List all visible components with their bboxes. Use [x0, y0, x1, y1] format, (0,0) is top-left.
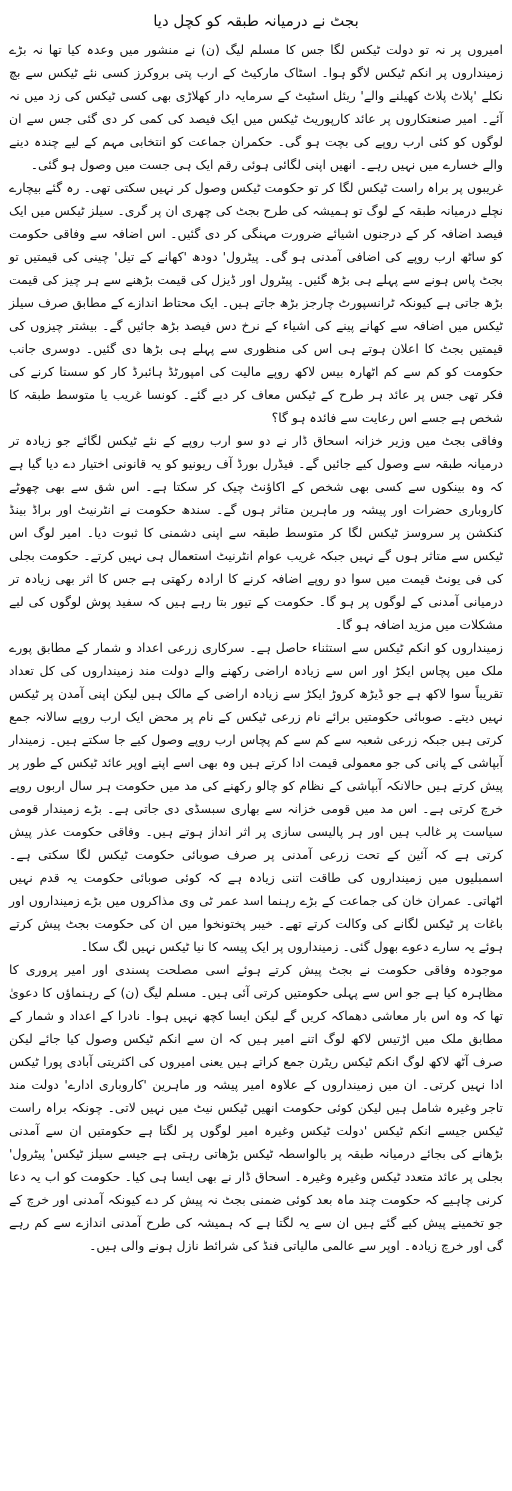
article-paragraph-1: امیروں پر نہ تو دولت ٹیکس لگا جس کا مسلم لیگ (ن) نے منشور میں وعدہ کیا تھا نہ بڑے زمینداروں پر انکم ٹیکس لاگو ہوا۔ اسٹاک مارکیٹ کے ارب پتی بروکرز کسی نئے ٹیکس سے بچ نکلے 'پلاٹ پلاٹ کھیلنے والے' ریئل اسٹیٹ کے سرمایہ دار کھلاڑی بھی کسی ٹیکس کی زد میں نہ آئے۔ امیر صنعتکاروں پر عائد کارپوریٹ ٹیکس میں ایک فیصد کی کمی کر دی گئی جس سے ان لوگوں کو کئی ارب روپے کی بچت ہو گی۔ حکمران جماعت کو انتخابی مہم کے لیے چندہ دینے والے خسارے میں نہیں رہے۔ انھیں اپنی لگائی ہوئی رقم ایک ہی جست میں وصول ہو گئی۔ [9, 42, 503, 172]
article-body [9, 38, 503, 1257]
article-paragraph-5: موجودہ وفاقی حکومت نے بجٹ پیش کرتے ہوئے اسی مصلحت پسندی اور امیر پروری کا مظاہرہ کیا ہے جو اس سے پہلی حکومتیں کرتی آئی ہیں۔ مسلم لیگ (ن) کے رہنماؤں کا دعویٰ تھا کہ وہ اس بار معاشی دھماکہ کریں گے لیکن ایسا کچھ نہیں ہوا۔ نادرا کے اعداد و شمار کے مطابق ملک میں اڑتیس لاکھ لوگ اتنے امیر ہیں کہ ان سے انکم ٹیکس وصول کیا جائے لیکن صرف آٹھ لاکھ لوگ انکم ٹیکس ریٹرن جمع کراتے ہیں یعنی امیروں کی اکثریتی آبادی پورا ٹیکس ادا نہیں کرتی۔ ان میں زمینداروں کے علاوہ امیر پیشہ ور ماہرین 'کاروباری ادارے' دولت مند تاجر وغیرہ شامل ہیں لیکن کوئی حکومت انھیں ٹیکس نیٹ میں نہیں لاتی۔ چونکہ براہ راست ٹیکس جیسے انکم ٹیکس 'دولت ٹیکس وغیرہ امیر لوگوں پر لگتا ہے حکومتیں ان سے آمدنی بڑھانے کی بجائے درمیانہ طبقہ پر بالواسطہ ٹیکس بڑھاتی رہتی ہے جیسے سیلز ٹیکس' پیٹرول' بجلی پر عائد متعدد ٹیکس وغیرہ وغیرہ۔ اسحاق ڈار نے بھی ایسا ہی کیا۔ حکومت کو اب یہ دعا کرنی چاہیے کہ حکومت چند ماہ بعد کوئی ضمنی بجٹ نہ پیش کر دے کیونکہ آمدنی اور خرچ کے جو تخمینے پیش کیے گئے ہیں ان سے یہ لگتا ہے کہ ہمیشہ کی طرح آمدنی اندازے سے کم رہے گی اور خرچ زیادہ۔ اوپر سے عالمی مالیاتی فنڈ کی شرائط نازل ہونے والی ہیں۔ [9, 962, 503, 1253]
article-paragraph-3: وفاقی بجٹ میں وزیر خزانہ اسحاق ڈار نے دو سو ارب روپے کے نئے ٹیکس لگائے جو زیادہ تر درمیانہ طبقہ سے وصول کیے جائیں گے۔ فیڈرل بورڈ آف ریونیو کو یہ قانونی اختیار دے دیا گیا ہے کہ وہ بینکوں سے کسی بھی شخص کے اکاؤنٹ چیک کر سکتا ہے۔ اس شق سے بھی چھوٹے کاروباری حضرات اور پیشہ ور ماہرین متاثر ہوں گے۔ سندھ حکومت نے انٹرنیٹ اور براڈ بینڈ کنکشن پر سروسز ٹیکس لگا کر متوسط طبقہ سے اپنی دشمنی کا ثبوت دیا۔ امیر لوگ اس ٹیکس سے متاثر ہوں گے نہیں جبکہ غریب عوام انٹرنیٹ استعمال ہی نہیں کرتے۔ حکومت بجلی کی فی یونٹ قیمت میں سوا دو روپے اضافہ کرنے کا ارادہ رکھتی ہے جس کا اثر بھی زیادہ تر درمیانی آمدنی کے لوگوں پر ہو گا۔ حکومت کے تیور بتا رہے ہیں کہ سفید پوش لوگوں کی لیے مشکلات میں مزید اضافہ ہو گا۔ [9, 433, 503, 632]
article-paragraph-4: زمینداروں کو انکم ٹیکس سے استثناء حاصل ہے۔ سرکاری زرعی اعداد و شمار کے مطابق پورے ملک میں پچاس ایکڑ اور اس سے زیادہ اراضی رکھنے والے دولت مند زمینداروں کی کل تعداد تقریباً سوا لاکھ ہے جو ڈیڑھ کروڑ ایکڑ سے زیادہ اراضی کے مالک ہیں لیکن اپنی آمدن پر ٹیکس نہیں دیتے۔ صوبائی حکومتیں برائے نام زرعی ٹیکس کے نام پر محض ایک ارب روپے سالانہ جمع کرتی ہیں جبکہ زرعی شعبہ سے کم سے کم پچاس ارب روپے وصول کیے جا سکتے ہیں۔ زمیندار آبپاشی کے پانی کی جو معمولی قیمت ادا کرتے ہیں وہ بھی اسے اپنے اوپر عائد ٹیکس کے طور پر پیش کرتے ہیں حالانکہ آبپاشی کے نظام کو چالو رکھنے کی مد میں حکومت ہر سال اربوں روپے خرچ کرتی ہے۔ اس مد میں قومی خزانہ سے بھاری سبسڈی دی جاتی ہے۔ بڑے زمیندار قومی سیاست پر غالب ہیں اور ہر پالیسی سازی پر اثر انداز ہوتے ہیں۔ وفاقی حکومت عذر پیش کرتی ہے کہ آئین کے تحت زرعی آمدنی پر صرف صوبائی حکومت ٹیکس لگا سکتی ہے۔ اسمبلیوں میں زمینداروں کی طاقت اتنی زیادہ ہے کہ کوئی صوبائی حکومت یہ قدم نہیں اٹھاتی۔ عمران خان کی جماعت کے بڑے رہنما اسد عمر ٹی وی مذاکروں میں بڑے زمینداروں اور باغات پر ٹیکس لگانے کی وکالت کرتے تھے۔ خیبر پختونخوا میں ان کی حکومت بجٹ پیش کرتے ہوئے یہ سارے دعوے بھول گئی۔ زمینداروں پر ایک پیسہ کا نیا ٹیکس نہیں لگ سکا۔ [9, 640, 503, 954]
article-paragraph-2: غریبوں پر براہ راست ٹیکس لگا کر تو حکومت ٹیکس وصول کر نہیں سکتی تھی۔ رہ گئے بیچارے نچلے درمیانہ طبقہ کے لوگ تو ہمیشہ کی طرح بجٹ کی چھری ان پر گری۔ سیلز ٹیکس میں ایک فیصد اضافہ کر کے درجنوں اشیائے ضرورت مہنگی کر دی گئیں۔ اس اضافہ سے وفاقی حکومت کو ساٹھ ارب روپے کی اضافی آمدنی ہو گی۔ پیٹرول' دودھ 'کھانے کے تیل' چینی کی قیمتیں تو بجٹ پاس ہونے سے پہلے ہی بڑھ گئیں۔ پیٹرول اور ڈیزل کی قیمت بڑھنے سے ہر چیز کی قیمت بڑھ جاتی ہے کیونکہ ٹرانسپورٹ چارجز بڑھ جاتے ہیں۔ ایک محتاط اندازے کے مطابق صرف سیلز ٹیکس میں اضافہ سے کھانے پینے کی اشیاء کے نرخ دس فیصد بڑھ جائیں گے۔ بیشتر چیزوں کی قیمتیں بجٹ کا اعلان ہوتے ہی اس کی منظوری سے پہلے ہی بڑھا دی گئیں۔ دوسری جانب حکومت کو کم سے کم اٹھارہ بیس لاکھ روپے مالیت کی امپورٹڈ ہائبرڈ کار کو سستا کرنے کی فکر تھی جس پر عائد ہر طرح کے ٹیکس معاف کر دیے گئے۔ کونسا غریب یا متوسط طبقہ کا شخص ہے جسے اس رعایت سے فائدہ ہو گا؟ [9, 180, 503, 425]
article-title: بجٹ نے درمیانہ طبقہ کو کچل دیا [153, 12, 359, 30]
